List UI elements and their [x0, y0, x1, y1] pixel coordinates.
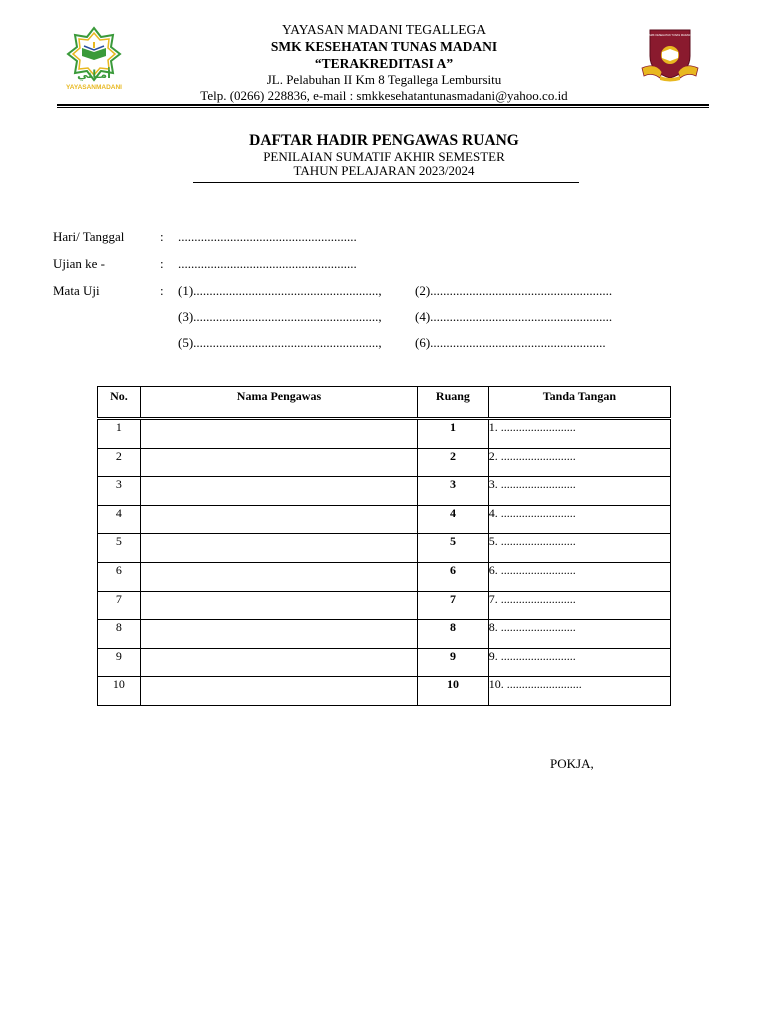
- table-row: [98, 419, 671, 449]
- room-number: 2: [418, 448, 489, 477]
- supervisor-name-cell[interactable]: [140, 448, 417, 477]
- subject-field-2[interactable]: (2)........................................................: [415, 283, 613, 298]
- room-number: 5: [418, 534, 489, 563]
- school-name: SMK KESEHATAN TUNAS MADANI: [270, 39, 498, 54]
- table-row: [98, 448, 671, 477]
- room-number: 7: [418, 591, 489, 620]
- subject-field-3[interactable]: (3).........................................................,: [178, 309, 382, 324]
- table-header-row: [98, 387, 671, 419]
- col-header-room: Ruang: [418, 387, 489, 419]
- col-header-no: No.: [98, 387, 141, 419]
- col-header-signature: Tanda Tangan: [488, 387, 670, 419]
- document-subtitle: PENILAIAN SUMATIF AKHIR SEMESTER: [263, 149, 505, 164]
- row-number: 4: [98, 505, 141, 534]
- room-number: 4: [418, 505, 489, 534]
- subject-field-4[interactable]: (4)........................................................: [415, 309, 613, 324]
- signature-cell[interactable]: 6. .........................: [488, 562, 670, 591]
- room-number: 3: [418, 477, 489, 506]
- title-underline: [193, 182, 579, 183]
- signature-cell[interactable]: 3. .........................: [488, 477, 670, 506]
- row-number: 9: [98, 648, 141, 677]
- row-number: 7: [98, 591, 141, 620]
- supervisor-name-cell[interactable]: [140, 477, 417, 506]
- signature-cell[interactable]: 5. .........................: [488, 534, 670, 563]
- supervisor-name-cell[interactable]: [140, 677, 417, 706]
- table-row: [98, 562, 671, 591]
- supervisor-name-cell[interactable]: [140, 648, 417, 677]
- table-row: [98, 648, 671, 677]
- school-contact: Telp. (0266) 228836, e-mail : smkkesehatantunasmadani@yahoo.co.id: [200, 88, 568, 103]
- signature-cell[interactable]: 2. .........................: [488, 448, 670, 477]
- signature-cell[interactable]: 10. .........................: [488, 677, 670, 706]
- room-number: 9: [418, 648, 489, 677]
- room-number: 10: [418, 677, 489, 706]
- exam-colon: :: [160, 256, 164, 271]
- signature-cell[interactable]: 7. .........................: [488, 591, 670, 620]
- table-row: [98, 505, 671, 534]
- svg-text:YAYASANMADANI: YAYASANMADANI: [66, 84, 122, 91]
- row-number: 1: [98, 419, 141, 449]
- room-number: 1: [418, 419, 489, 449]
- row-number: 5: [98, 534, 141, 563]
- document-title: DAFTAR HADIR PENGAWAS RUANG: [249, 132, 519, 149]
- row-number: 6: [98, 562, 141, 591]
- row-number: 8: [98, 620, 141, 649]
- supervisor-name-cell[interactable]: [140, 562, 417, 591]
- supervisor-name-cell[interactable]: [140, 591, 417, 620]
- subject-field-1[interactable]: (1).........................................................,: [178, 283, 382, 298]
- subject-field-6[interactable]: (6)......................................................: [415, 335, 606, 350]
- signature-cell[interactable]: 4. .........................: [488, 505, 670, 534]
- svg-text:SMK KESEHATAN TUNAS MADANI: SMK KESEHATAN TUNAS MADANI: [649, 34, 691, 37]
- table-row: [98, 620, 671, 649]
- supervisor-name-cell[interactable]: [140, 534, 417, 563]
- attendance-table: [97, 386, 671, 706]
- date-field[interactable]: .......................................................: [178, 229, 357, 244]
- header-divider-thick: [57, 104, 709, 106]
- table-row: [98, 591, 671, 620]
- room-number: 6: [418, 562, 489, 591]
- date-label: Hari/ Tanggal: [53, 229, 125, 244]
- supervisor-name-cell[interactable]: [140, 620, 417, 649]
- exam-field[interactable]: .......................................................: [178, 256, 357, 271]
- signature-cell[interactable]: 9. .........................: [488, 648, 670, 677]
- subject-label: Mata Uji: [53, 283, 100, 298]
- school-address: JL. Pelabuhan II Km 8 Tegallega Lembursitu: [266, 72, 502, 87]
- subject-field-5[interactable]: (5).........................................................,: [178, 335, 382, 350]
- date-colon: :: [160, 229, 164, 244]
- table-row: [98, 534, 671, 563]
- foundation-name: YAYASAN MADANI TEGALLEGA: [281, 22, 486, 37]
- signature-cell[interactable]: 8. .........................: [488, 620, 670, 649]
- col-header-name: Nama Pengawas: [140, 387, 417, 419]
- table-row: [98, 477, 671, 506]
- table-row: [98, 677, 671, 706]
- room-number: 8: [418, 620, 489, 649]
- accreditation-text: “TERAKREDITASI A”: [314, 56, 454, 71]
- exam-label: Ujian ke -: [53, 256, 105, 271]
- row-number: 2: [98, 448, 141, 477]
- svg-text:أمـاني: أمـاني: [77, 68, 111, 81]
- subject-colon: :: [160, 283, 164, 298]
- row-number: 3: [98, 477, 141, 506]
- signature-cell[interactable]: 1. .........................: [488, 419, 670, 449]
- supervisor-name-cell[interactable]: [140, 419, 417, 449]
- header-divider-thin: [57, 107, 709, 108]
- supervisor-name-cell[interactable]: [140, 505, 417, 534]
- row-number: 10: [98, 677, 141, 706]
- academic-year: TAHUN PELAJARAN 2023/2024: [293, 163, 475, 178]
- signature-label: POKJA,: [550, 756, 594, 771]
